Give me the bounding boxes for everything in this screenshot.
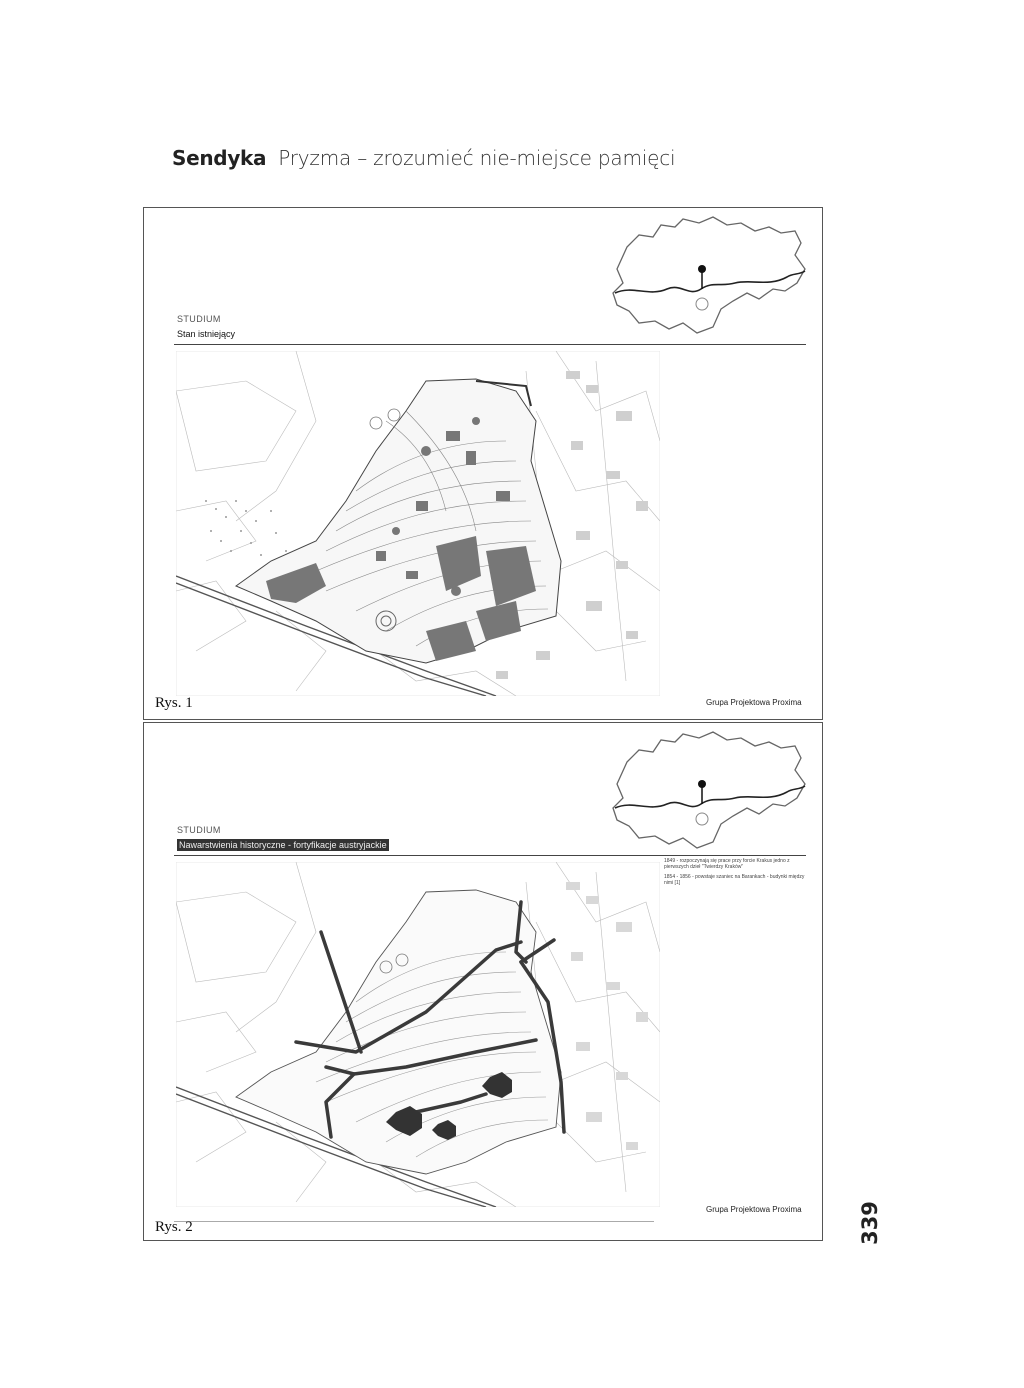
- header-title: Pryzma – zrozumieć nie-miejsce pamięci: [278, 146, 676, 170]
- figure-caption: Rys. 2: [155, 1219, 193, 1235]
- legend-text: - rozpoczynają się prace przy forcie Krakus jedno z pierwszych dzieł "Twierdzy Kraków": [664, 858, 790, 870]
- figure-credit: Grupa Projektowa Proxima: [706, 1205, 802, 1214]
- figure-panel-1: [143, 207, 823, 720]
- site-plan-map: [176, 862, 660, 1207]
- legend-text: - powstaje szaniec na Barankach - budynki między nimi [1]: [664, 874, 805, 886]
- legend-year: 1854 - 1856: [664, 874, 691, 880]
- figure-caption: Rys. 1: [155, 695, 193, 711]
- footer-rule: [174, 1221, 654, 1222]
- figure-subtitle: Nawarstwienia historyczne - fortyfikacje austryjackie: [179, 840, 387, 850]
- legend-year: 1849: [664, 858, 676, 864]
- studium-label: STUDIUM: [177, 825, 221, 835]
- title-rule: [174, 855, 806, 856]
- figure-legend: [664, 858, 814, 890]
- legend-item: [664, 858, 814, 870]
- city-locator-map: [609, 728, 809, 853]
- city-locator-map: [609, 213, 809, 338]
- title-rule: [174, 344, 806, 345]
- running-header: [172, 146, 675, 170]
- figure-subtitle: Stan istniejący: [177, 329, 236, 339]
- header-author: Sendyka: [172, 146, 267, 170]
- figure-credit: Grupa Projektowa Proxima: [706, 698, 802, 707]
- figure-panel-2: [143, 722, 823, 1241]
- page-number: 339: [857, 1201, 882, 1245]
- legend-item: [664, 874, 814, 886]
- site-plan-map: [176, 351, 660, 696]
- studium-label: STUDIUM: [177, 314, 221, 324]
